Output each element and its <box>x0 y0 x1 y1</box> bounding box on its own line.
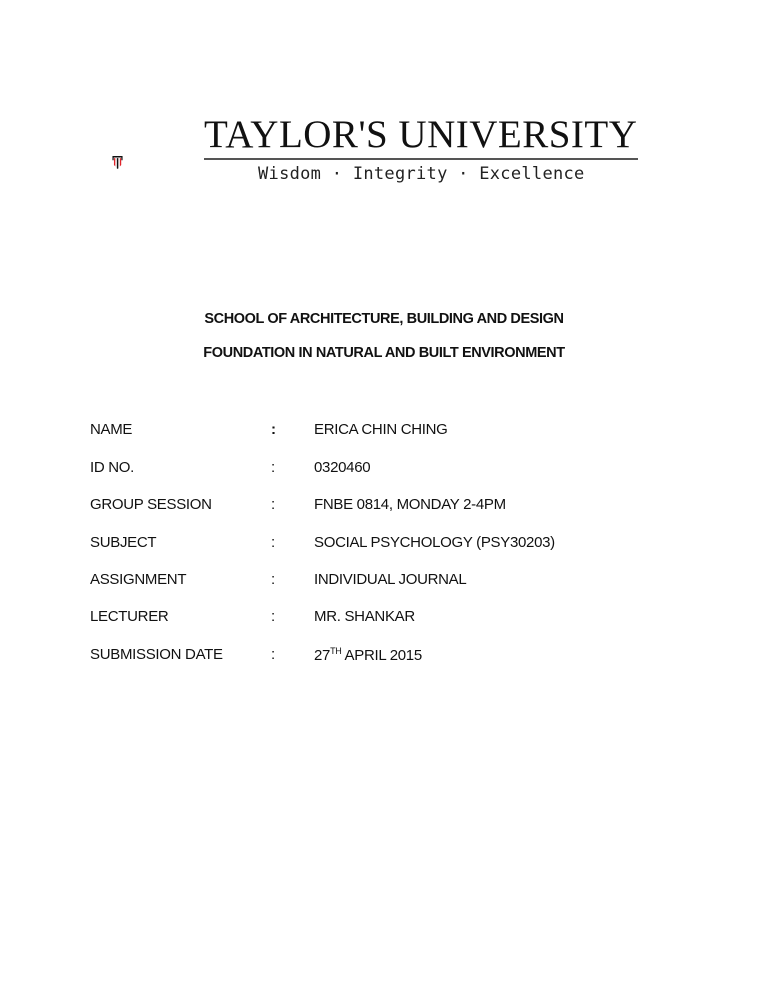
field-separator: : <box>271 534 275 551</box>
field-separator: : <box>271 571 275 588</box>
date-suffix: TH <box>330 646 342 656</box>
field-separator: : <box>271 421 276 438</box>
field-value: FNBE 0814, MONDAY 2-4PM <box>314 496 506 513</box>
field-value <box>314 646 422 664</box>
field-label: SUBMISSION DATE <box>90 646 223 663</box>
field-value: INDIVIDUAL JOURNAL <box>314 571 467 588</box>
field-label: ID NO. <box>90 459 135 476</box>
date-rest: APRIL 2015 <box>341 647 422 664</box>
university-logo-emblem <box>112 112 192 212</box>
field-separator: : <box>271 459 275 476</box>
field-label: LECTURER <box>90 608 169 625</box>
field-separator: : <box>271 608 275 625</box>
field-value: MR. SHANKAR <box>314 608 415 625</box>
field-separator: : <box>271 496 275 513</box>
date-day: 27 <box>314 647 331 664</box>
field-label: NAME <box>90 421 133 438</box>
field-value: SOCIAL PSYCHOLOGY (PSY30203) <box>314 534 555 551</box>
logo-divider <box>204 158 638 160</box>
university-name: TAYLOR'S UNIVERSITY <box>204 113 638 156</box>
programme-heading: FOUNDATION IN NATURAL AND BUILT ENVIRONMENT <box>203 345 565 361</box>
field-label: SUBJECT <box>90 534 157 551</box>
school-heading: SCHOOL OF ARCHITECTURE, BUILDING AND DESIGN <box>204 311 564 327</box>
field-value: ERICA CHIN CHING <box>314 421 448 438</box>
field-label: ASSIGNMENT <box>90 571 187 588</box>
field-label: GROUP SESSION <box>90 496 212 513</box>
field-value: 0320460 <box>314 459 371 476</box>
field-separator: : <box>271 646 275 663</box>
university-motto: Wisdom · Integrity · Excellence <box>258 164 585 184</box>
